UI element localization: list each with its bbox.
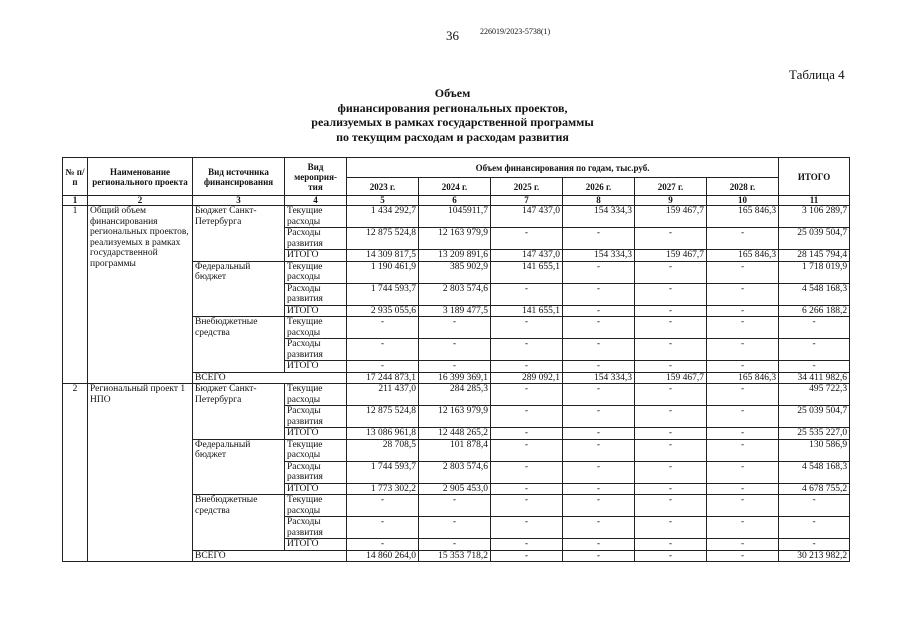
value-cell: 147 437,0 bbox=[491, 206, 563, 228]
value-cell: - bbox=[419, 361, 491, 373]
total-label: ВСЕГО bbox=[193, 550, 347, 562]
value-cell: - bbox=[707, 406, 779, 428]
column-number: 2 bbox=[88, 196, 193, 206]
value-cell: - bbox=[491, 539, 563, 551]
value-cell: 159 467,7 bbox=[635, 250, 707, 262]
value-cell: 25 039 504,7 bbox=[779, 228, 850, 250]
value-cell: 2 905 453,0 bbox=[419, 483, 491, 495]
total-value: 165 846,3 bbox=[707, 372, 779, 384]
activity-kind: ИТОГО bbox=[285, 483, 347, 495]
funding-source: Федеральный бюджет bbox=[193, 439, 285, 495]
value-cell: - bbox=[779, 517, 850, 539]
activity-kind: ИТОГО bbox=[285, 250, 347, 262]
value-cell: - bbox=[635, 461, 707, 483]
total-value: - bbox=[491, 550, 563, 562]
value-cell: 495 722,3 bbox=[779, 384, 850, 406]
value-cell: - bbox=[419, 517, 491, 539]
value-cell: - bbox=[491, 384, 563, 406]
total-value: - bbox=[563, 550, 635, 562]
value-cell: 1 434 292,7 bbox=[347, 206, 419, 228]
funding-source: Федеральный бюджет bbox=[193, 261, 285, 317]
financing-table bbox=[62, 157, 850, 562]
header-volume: Объем финансирования по годам, тыс.руб. bbox=[347, 158, 779, 178]
value-cell: - bbox=[563, 461, 635, 483]
value-cell: 130 586,9 bbox=[779, 439, 850, 461]
value-cell: - bbox=[635, 495, 707, 517]
value-cell: 1 744 593,7 bbox=[347, 461, 419, 483]
value-cell: - bbox=[635, 439, 707, 461]
value-cell: 14 309 817,5 bbox=[347, 250, 419, 262]
activity-kind: Текущие расходы bbox=[285, 261, 347, 283]
value-cell: 12 163 979,9 bbox=[419, 228, 491, 250]
value-cell: - bbox=[491, 483, 563, 495]
value-cell: - bbox=[491, 283, 563, 305]
value-cell: - bbox=[707, 384, 779, 406]
title-line: по текущим расходам и расходам развития bbox=[336, 129, 569, 144]
value-cell: 165 846,3 bbox=[707, 206, 779, 228]
value-cell: - bbox=[491, 361, 563, 373]
header-year: 2025 г. bbox=[491, 178, 563, 196]
document-title bbox=[0, 86, 905, 144]
value-cell: - bbox=[635, 317, 707, 339]
value-cell: - bbox=[635, 261, 707, 283]
value-cell: - bbox=[491, 461, 563, 483]
value-cell: 13 086 961,8 bbox=[347, 428, 419, 440]
value-cell: 154 334,3 bbox=[563, 206, 635, 228]
value-cell: - bbox=[563, 495, 635, 517]
value-cell: - bbox=[563, 228, 635, 250]
value-cell: - bbox=[491, 428, 563, 440]
activity-kind: Расходы развития bbox=[285, 339, 347, 361]
value-cell: - bbox=[563, 261, 635, 283]
value-cell: - bbox=[491, 495, 563, 517]
value-cell: 2 803 574,6 bbox=[419, 283, 491, 305]
value-cell: - bbox=[563, 406, 635, 428]
total-value: 34 411 982,6 bbox=[779, 372, 850, 384]
value-cell: - bbox=[347, 317, 419, 339]
title-line: финансирования региональных проектов, bbox=[337, 100, 568, 115]
value-cell: - bbox=[635, 483, 707, 495]
value-cell: 12 448 265,2 bbox=[419, 428, 491, 440]
header-year: 2027 г. bbox=[635, 178, 707, 196]
value-cell: 28 145 794,4 bbox=[779, 250, 850, 262]
value-cell: 4 548 168,3 bbox=[779, 283, 850, 305]
value-cell: 25 535 227,0 bbox=[779, 428, 850, 440]
value-cell: - bbox=[419, 317, 491, 339]
value-cell: - bbox=[419, 339, 491, 361]
value-cell: 101 878,4 bbox=[419, 439, 491, 461]
page-number: 36 bbox=[446, 28, 459, 43]
total-value: 17 244 873,1 bbox=[347, 372, 419, 384]
value-cell: 165 846,3 bbox=[707, 250, 779, 262]
project-name: Общий объем финансирования региональных проектов, реализуемых в рамках государственной программы bbox=[88, 206, 193, 384]
value-cell: - bbox=[779, 539, 850, 551]
activity-kind: Расходы развития bbox=[285, 283, 347, 305]
table-row bbox=[63, 384, 850, 406]
header-total: ИТОГО bbox=[779, 158, 850, 196]
value-cell: - bbox=[491, 317, 563, 339]
activity-kind: ИТОГО bbox=[285, 539, 347, 551]
value-cell: 3 106 289,7 bbox=[779, 206, 850, 228]
total-value: 159 467,7 bbox=[635, 372, 707, 384]
activity-kind: ИТОГО bbox=[285, 305, 347, 317]
value-cell: - bbox=[347, 517, 419, 539]
column-number: 5 bbox=[347, 196, 419, 206]
total-label: ВСЕГО bbox=[193, 372, 347, 384]
value-cell: - bbox=[635, 384, 707, 406]
value-cell: - bbox=[563, 361, 635, 373]
value-cell: - bbox=[707, 428, 779, 440]
header-num: № п/п bbox=[63, 158, 88, 196]
value-cell: - bbox=[563, 384, 635, 406]
funding-source: Внебюджетные средства bbox=[193, 495, 285, 551]
value-cell: 12 163 979,9 bbox=[419, 406, 491, 428]
value-cell: - bbox=[779, 495, 850, 517]
value-cell: 211 437,0 bbox=[347, 384, 419, 406]
value-cell: - bbox=[347, 495, 419, 517]
value-cell: 13 209 891,6 bbox=[419, 250, 491, 262]
value-cell: - bbox=[779, 339, 850, 361]
value-cell: - bbox=[419, 495, 491, 517]
value-cell: - bbox=[563, 428, 635, 440]
activity-kind: Текущие расходы bbox=[285, 495, 347, 517]
value-cell: - bbox=[779, 361, 850, 373]
value-cell: 1 190 461,9 bbox=[347, 261, 419, 283]
activity-kind: Расходы развития bbox=[285, 461, 347, 483]
total-value: 16 399 369,1 bbox=[419, 372, 491, 384]
value-cell: - bbox=[635, 428, 707, 440]
value-cell: - bbox=[347, 339, 419, 361]
value-cell: - bbox=[563, 483, 635, 495]
value-cell: - bbox=[563, 339, 635, 361]
value-cell: - bbox=[491, 406, 563, 428]
total-value: - bbox=[635, 550, 707, 562]
value-cell: - bbox=[707, 495, 779, 517]
value-cell: 1 744 593,7 bbox=[347, 283, 419, 305]
value-cell: 141 655,1 bbox=[491, 261, 563, 283]
row-number: 1 bbox=[63, 206, 88, 384]
value-cell: 154 334,3 bbox=[563, 250, 635, 262]
activity-kind: Расходы развития bbox=[285, 406, 347, 428]
value-cell: - bbox=[779, 317, 850, 339]
column-number: 7 bbox=[491, 196, 563, 206]
value-cell: - bbox=[707, 517, 779, 539]
activity-kind: ИТОГО bbox=[285, 428, 347, 440]
value-cell: - bbox=[635, 283, 707, 305]
value-cell: 147 437,0 bbox=[491, 250, 563, 262]
value-cell: - bbox=[707, 539, 779, 551]
value-cell: - bbox=[707, 361, 779, 373]
value-cell: 1 718 019,9 bbox=[779, 261, 850, 283]
header-year: 2023 г. bbox=[347, 178, 419, 196]
value-cell: - bbox=[707, 317, 779, 339]
value-cell: 28 708,5 bbox=[347, 439, 419, 461]
value-cell: 4 548 168,3 bbox=[779, 461, 850, 483]
title-line: реализуемых в рамках государственной программы bbox=[311, 115, 594, 129]
value-cell: - bbox=[563, 539, 635, 551]
header-source: Вид источника финансирования bbox=[193, 158, 285, 196]
value-cell: - bbox=[707, 261, 779, 283]
value-cell: - bbox=[707, 283, 779, 305]
value-cell: - bbox=[635, 406, 707, 428]
total-value: - bbox=[707, 550, 779, 562]
funding-source: Бюджет Санкт-Петербурга bbox=[193, 206, 285, 262]
activity-kind: Расходы развития bbox=[285, 517, 347, 539]
value-cell: - bbox=[707, 483, 779, 495]
total-value: 15 353 718,2 bbox=[419, 550, 491, 562]
value-cell: - bbox=[635, 228, 707, 250]
value-cell: 159 467,7 bbox=[635, 206, 707, 228]
value-cell: - bbox=[563, 517, 635, 539]
total-value: 154 334,3 bbox=[563, 372, 635, 384]
column-number: 4 bbox=[285, 196, 347, 206]
value-cell: 6 266 188,2 bbox=[779, 305, 850, 317]
column-number: 8 bbox=[563, 196, 635, 206]
value-cell: - bbox=[563, 305, 635, 317]
value-cell: - bbox=[707, 305, 779, 317]
value-cell: - bbox=[491, 517, 563, 539]
value-cell: 141 655,1 bbox=[491, 305, 563, 317]
activity-kind: ИТОГО bbox=[285, 361, 347, 373]
header-year: 2028 г. bbox=[707, 178, 779, 196]
total-value: 14 860 264,0 bbox=[347, 550, 419, 562]
table-label: Таблица 4 bbox=[789, 67, 845, 82]
activity-kind: Текущие расходы bbox=[285, 439, 347, 461]
value-cell: - bbox=[635, 361, 707, 373]
column-number: 10 bbox=[707, 196, 779, 206]
activity-kind: Текущие расходы bbox=[285, 206, 347, 228]
header-year: 2024 г. bbox=[419, 178, 491, 196]
value-cell: - bbox=[635, 339, 707, 361]
value-cell: - bbox=[491, 439, 563, 461]
column-number: 9 bbox=[635, 196, 707, 206]
funding-source: Бюджет Санкт-Петербурга bbox=[193, 384, 285, 440]
value-cell: - bbox=[707, 461, 779, 483]
value-cell: 12 875 524,8 bbox=[347, 406, 419, 428]
value-cell: - bbox=[635, 539, 707, 551]
total-value: 289 092,1 bbox=[491, 372, 563, 384]
value-cell: - bbox=[707, 439, 779, 461]
table-row bbox=[63, 206, 850, 228]
value-cell: - bbox=[635, 305, 707, 317]
value-cell: 2 803 574,6 bbox=[419, 461, 491, 483]
value-cell: 385 902,9 bbox=[419, 261, 491, 283]
column-number: 1 bbox=[63, 196, 88, 206]
value-cell: 4 678 755,2 bbox=[779, 483, 850, 495]
header-kind: Вид мероприя- тия bbox=[285, 158, 347, 196]
project-name: Региональный проект 1 НПО bbox=[88, 384, 193, 562]
value-cell: - bbox=[347, 361, 419, 373]
activity-kind: Текущие расходы bbox=[285, 317, 347, 339]
value-cell: 3 189 477,5 bbox=[419, 305, 491, 317]
value-cell: - bbox=[707, 339, 779, 361]
activity-kind: Текущие расходы bbox=[285, 384, 347, 406]
value-cell: - bbox=[419, 539, 491, 551]
value-cell: - bbox=[707, 228, 779, 250]
value-cell: - bbox=[491, 339, 563, 361]
column-number: 3 bbox=[193, 196, 285, 206]
document-number: 226019/2023-5738(1) bbox=[480, 27, 551, 36]
value-cell: 1 773 302,2 bbox=[347, 483, 419, 495]
value-cell: 284 285,3 bbox=[419, 384, 491, 406]
value-cell: - bbox=[563, 317, 635, 339]
funding-source: Внебюджетные средства bbox=[193, 317, 285, 373]
value-cell: - bbox=[563, 283, 635, 305]
value-cell: 12 875 524,8 bbox=[347, 228, 419, 250]
value-cell: 1045911,7 bbox=[419, 206, 491, 228]
column-number: 11 bbox=[779, 196, 850, 206]
header-project: Наименование регионального проекта bbox=[88, 158, 193, 196]
title-line: Объем bbox=[434, 86, 471, 100]
value-cell: - bbox=[347, 539, 419, 551]
column-number: 6 bbox=[419, 196, 491, 206]
value-cell: 25 039 504,7 bbox=[779, 406, 850, 428]
value-cell: - bbox=[635, 517, 707, 539]
value-cell: - bbox=[563, 439, 635, 461]
value-cell: - bbox=[491, 228, 563, 250]
header-year: 2026 г. bbox=[563, 178, 635, 196]
value-cell: 2 935 055,6 bbox=[347, 305, 419, 317]
total-value: 30 213 982,2 bbox=[779, 550, 850, 562]
row-number: 2 bbox=[63, 384, 88, 562]
activity-kind: Расходы развития bbox=[285, 228, 347, 250]
